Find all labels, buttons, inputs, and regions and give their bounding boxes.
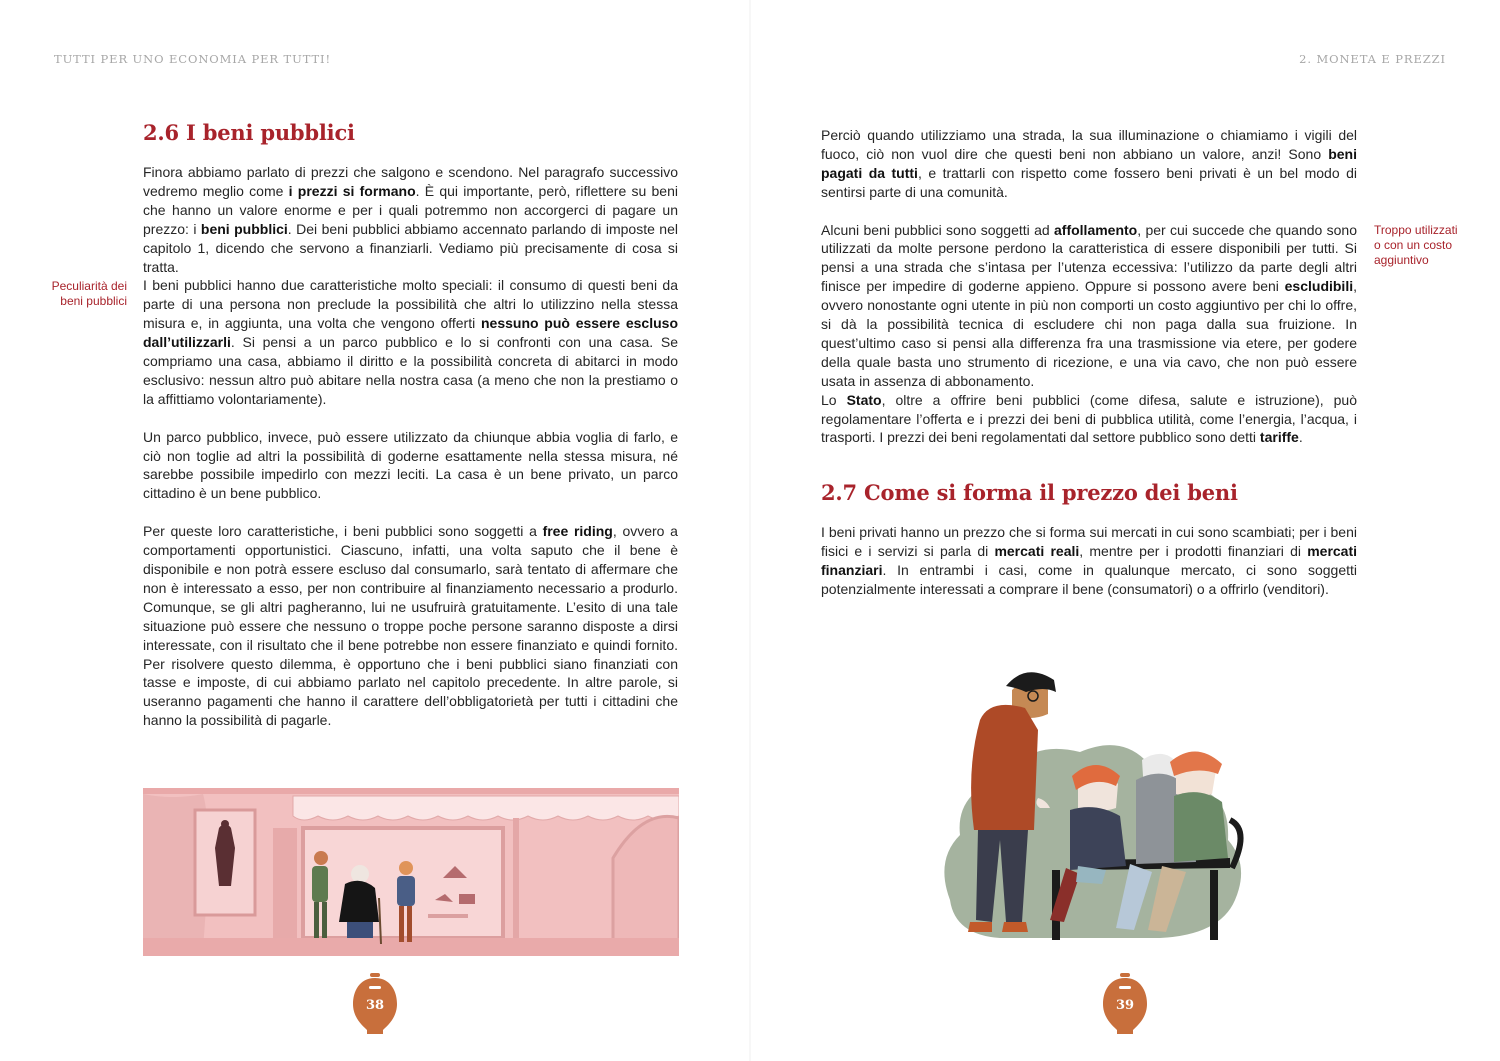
right-column-text-2-7 (821, 523, 1357, 599)
paragraph: I beni privati hanno un prezzo che si forma sui mercati in cui sono scambiati; per i beni fisici e i servizi si parla di mercati reali, mentre per i prodotti finanziari di mercati finanziari. In entrambi i casi, come in qualunque mercato, ci sono soggetti potenzialmente interessati a comprare il bene (consumatori) o a offrirlo (venditori). (821, 524, 1358, 597)
running-head-left: TUTTI PER UNO ECONOMIA PER TUTTI! (54, 52, 332, 66)
bold-term: nessuno può essere escluso dall’utilizzarli (143, 315, 678, 351)
right-column-text (821, 126, 1357, 447)
paragraph: Un parco pubblico, invece, può essere utilizzato da chiunque abbia voglia di farlo, e ciò non toglie ad altri la possibilità di goderne esattamente nella stessa misura, né sarebbe possibile impedirlo con mezzi leciti. La casa è un bene privato, un parco cittadino è un bene pubblico. (143, 428, 678, 502)
paragraph: Per queste loro caratteristiche, i beni pubblici sono soggetti a free riding, ovvero a comportamenti opportunistici. Ciascuno, infatti, una volta saputo che il bene è disponibile e non potrà essere escluso dal consumarlo, sarà tentato di affermare che non è interessato a esso, per non contribuire al finanziamento necessario a produrlo. Comunque, se gli altri pagheranno, lui ne usufruirà gratuitamente. L’esito di una tale situazione può essere che nessuno o troppe poche persone saranno disposte a dirsi interessate, con il risultato che il bene potrebbe non essere finanziato e quindi fornito. Per risolvere questo dilemma, è opportuno che i beni pubblici siano finanziati con tasse e imposte, di cui abbiamo parlato nel capitolo precedente. In altre parole, si useranno pagamenti che hanno il carattere dell’obbligatorietà per tutti i cittadini che hanno la possibilità di pagarle. (143, 523, 678, 729)
bold-term: beni pagati da tutti (821, 145, 1357, 181)
bold-term: beni pubblici (200, 220, 288, 237)
paragraph: Alcuni beni pubblici sono soggetti ad affollamento, per cui succede che quando sono utilizzati da molte persone perdono la caratteristica di essere disponibili per tutti. Si pensi a una strada che s’intasa per l’utenza eccessiva: l’utilizzo da parte degli altri finisce per impedire di goderne appieno. Oppure si possono avere beni escludibili, ovvero nonostante ogni utente in più non comporti un costo aggiuntivo per chi lo offre, si dà la possibilità tecnica di escludere chi non paga dalla sua fruizione. In quest’ultimo caso si pensi alla differenza fra una trasmissione via etere, per godere della quale basta uno strumento di ricezione, e una via cavo, che non può essere usata in assenza di abbonamento. (821, 221, 1357, 389)
section-title-2-7: 2.7 Come si forma il prezzo dei beni (821, 480, 1238, 505)
running-head-right: 2. MONETA E PREZZI (1299, 52, 1446, 66)
bold-term: tariffe (1259, 429, 1299, 446)
paragraph: Perciò quando utilizziamo una strada, la sua illuminazione o chiamiamo i vigili del fuoco, ciò non vuol dire che questi beni non abbiano un valore, anzi! Sono beni pagati da tutti, e trattarli con rispetto come fossero beni privati è un bel modo di sentirsi parte di una comunità. (821, 127, 1357, 200)
page-number-right: 39 (1101, 970, 1149, 1036)
bold-term: affollamento (1054, 221, 1138, 238)
section-title-2-6: 2.6 I beni pubblici (143, 120, 355, 145)
margin-note-troppo-utilizzati: Troppo utilizzati o con un costo aggiuntivo (1374, 223, 1458, 267)
paragraph: Finora abbiamo parlato di prezzi che salgono e scendono. Nel paragrafo successivo vedremo meglio come i prezzi si formano. È qui importante, però, riflettere su beni che hanno un valore enorme e per i quali potremmo non accorgerci di pagare un prezzo: i beni pubblici. Dei beni pubblici abbiamo accennato parlando di imposte nel capitolo 1, dicendo che servono a finanziarli. Vediamo più precisamente di cosa si tratta. (143, 164, 678, 275)
people-on-bench-illustration (930, 660, 1250, 965)
bold-term: free riding (542, 523, 613, 540)
left-column-text (143, 163, 678, 730)
spread-fold (749, 0, 751, 1061)
shop-window-street-illustration (143, 788, 679, 961)
bold-term: i prezzi si formano (288, 182, 416, 199)
paragraph: I beni pubblici hanno due caratteristiche molto speciali: il consumo di questi beni da parte di una persona non preclude la possibilità che altri lo utilizzino nella stessa misura e, in aggiunta, una volta che vengono offerti nessuno può essere escluso dall’utilizzarli. Si pensi a un parco pubblico e lo si confronti con una casa. Se compriamo una casa, abbiamo il diritto e la possibilità concreta di abitarci in modo esclusivo: nessun altro può abitare nella nostra casa (a meno che non la prestiamo o la affittiamo volontariamente). (143, 277, 678, 407)
bold-term: escludibili (1284, 278, 1354, 295)
margin-note-peculiarita: Peculiarità dei beni pubblici (51, 279, 127, 308)
page-number-left: 38 (351, 970, 399, 1036)
bold-term: mercati reali (994, 542, 1080, 559)
bold-term: mercati finanziari (821, 542, 1358, 578)
bold-term: Stato (846, 391, 882, 408)
paragraph: Lo Stato, oltre a offrire beni pubblici (come difesa, salute e istruzione), può regolamentare l’offerta e i prezzi dei beni di pubblica utilità, come l’energia, l’acqua, i trasporti. I prezzi dei beni regolamentati dal settore pubblico sono detti tariffe. (821, 391, 1357, 446)
